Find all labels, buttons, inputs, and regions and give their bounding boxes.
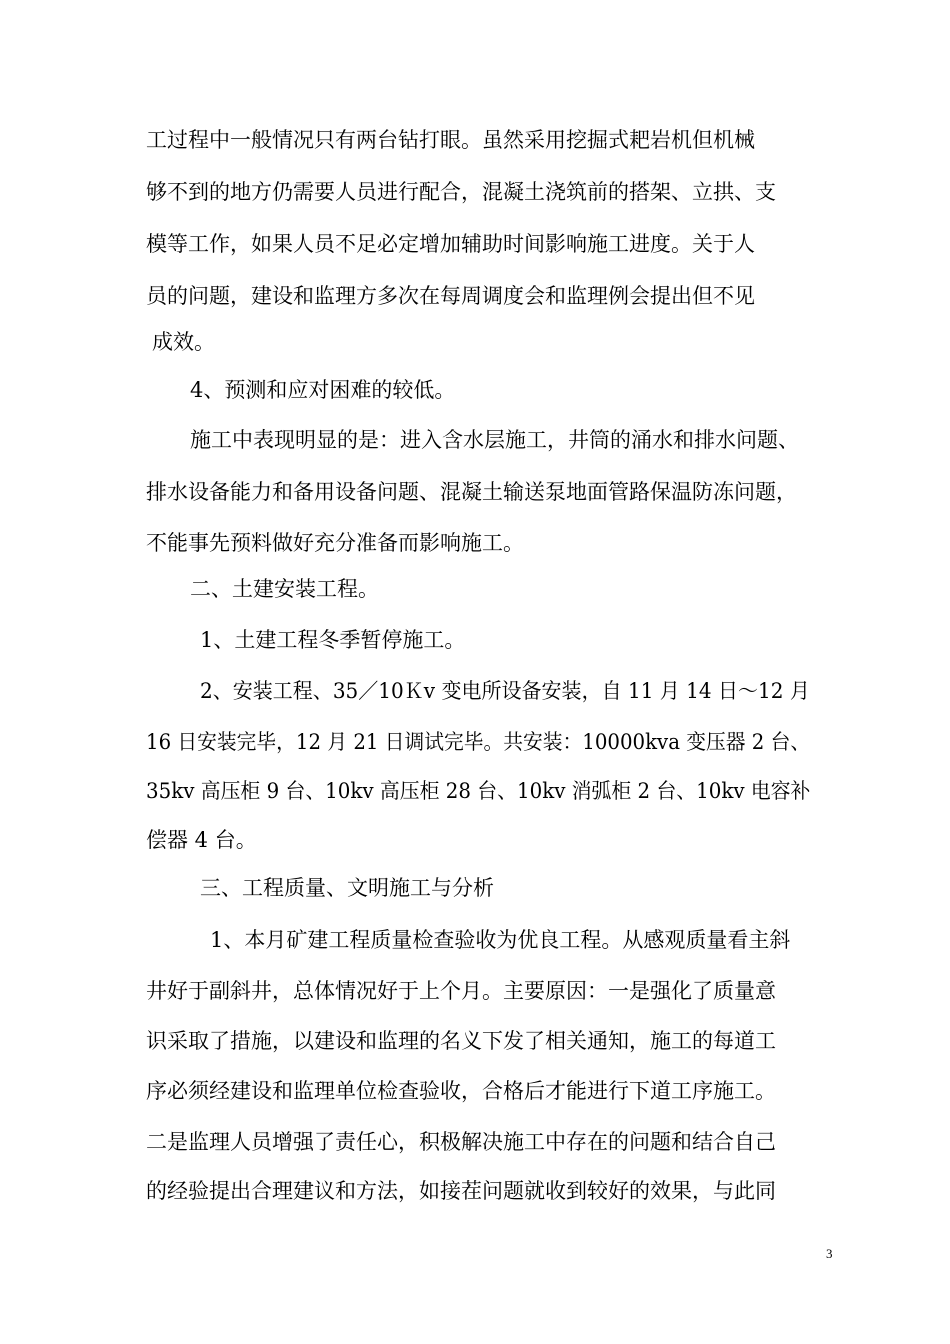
text-line: 识采取了措施，以建设和监理的名义下发了相关通知，施工的每道工 <box>146 1029 776 1053</box>
page-number: 3 <box>826 1246 833 1261</box>
text-line: 的经验提出合理建议和方法，如接茬问题就收到较好的效果，与此同 <box>146 1179 776 1203</box>
text-line: 16 日安装完毕，12 月 21 日调试完毕。共安装：10000kva 变压器 2 台、 <box>146 730 811 754</box>
text-line: 不能事先预料做好充分准备而影响施工。 <box>146 531 524 555</box>
text-line: 井好于副斜井，总体情况好于上个月。主要原因：一是强化了质量意 <box>146 979 776 1003</box>
text-line: 序必须经建设和监理单位检查验收，合格后才能进行下道工序施工。 <box>146 1079 776 1103</box>
text-line: 够不到的地方仍需要人员进行配合，混凝土浇筑前的搭架、立拱、支 <box>146 180 776 204</box>
section-heading: 二、土建安装工程。 <box>190 577 379 601</box>
text-line: 1、本月矿建工程质量检查验收为优良工程。从感观质量看主斜 <box>210 928 791 952</box>
text-line: 成效。 <box>152 330 215 354</box>
text-line: 工过程中一般情况只有两台钻打眼。虽然采用挖掘式耙岩机但机械 <box>146 128 755 152</box>
text-line: 偿器 4 台。 <box>146 828 257 852</box>
text-line: 二是监理人员增强了责任心，积极解决施工中存在的问题和结合自己 <box>146 1130 776 1154</box>
text-line: 1、土建工程冬季暂停施工。 <box>200 628 466 652</box>
text-line: 施工中表现明显的是：进入含水层施工，井筒的涌水和排水问题、 <box>190 428 799 452</box>
text-line: 模等工作，如果人员不足必定增加辅助时间影响施工进度。关于人 <box>146 232 755 256</box>
section-heading: 三、工程质量、文明施工与分析 <box>200 876 494 900</box>
text-line: 员的问题，建设和监理方多次在每周调度会和监理例会提出但不见 <box>146 284 755 308</box>
text-line: 4、预测和应对困难的较低。 <box>190 378 456 402</box>
text-line: 排水设备能力和备用设备问题、混凝土输送泵地面管路保温防冻问题， <box>146 480 797 504</box>
text-line: 2、安装工程、35／10Ｋv 变电所设备安装，自 11 月 14 日～12 月 <box>200 679 810 703</box>
text-line: 35kv 高压柜 9 台、10kv 高压柜 28 台、10kv 消弧柜 2 台、10kv 电容补 <box>146 779 811 803</box>
